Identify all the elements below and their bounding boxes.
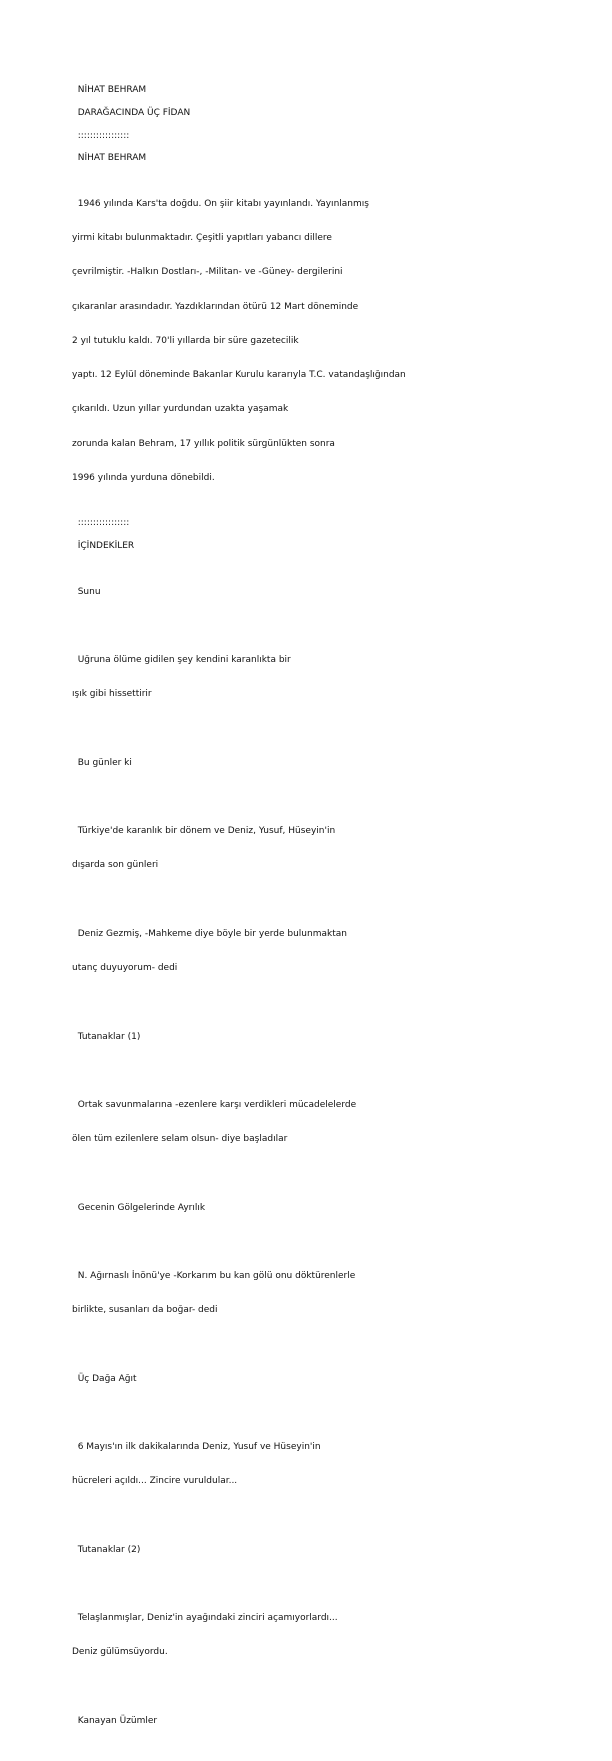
toc-entry: Üç Dağa Ağıt — [72, 1373, 137, 1384]
toc-entry: Kanayan Üzümler — [72, 1715, 158, 1726]
toc-heading: İÇİNDEKİLER — [77, 541, 135, 552]
table-of-contents — [72, 564, 572, 1750]
bio-heading: NİHAT BEHRAM — [77, 153, 147, 164]
author-bio — [72, 176, 572, 507]
bio-line: yaptı. 12 Eylül döneminde Bakanlar Kurulu kararıyla T.C. vatandaşlığından — [72, 370, 406, 381]
toc-entry: 6 Mayıs'ın ilk dakikalarında Deniz, Yusuf ve Hüseyin'in hücreleri açıldı... Zincire vuruldular... — [72, 1442, 321, 1487]
toc-entry: Telaşlanmışlar, Deniz'in ayağındaki zinciri açamıyorlardı... Deniz gülümsüyordu. — [72, 1613, 338, 1658]
bio-line: 2 yıl tutuklu kaldı. 70'li yıllarda bir süre gazetecilik — [72, 335, 299, 346]
author-name: NİHAT BEHRAM — [77, 85, 147, 95]
toc-entry: Bu günler ki — [72, 757, 132, 768]
bio-line: çevrilmiştir. -Halkın Dostları-, -Militan- ve -Güney- dergilerini — [72, 267, 343, 278]
toc-entry: Türkiye'de karanlık bir dönem ve Deniz, Yusuf, Hüseyin'in dışarda son günleri — [72, 826, 336, 871]
toc-entry: Gecenin Gölgelerinde Ayrılık — [72, 1202, 206, 1213]
toc-entry: Deniz Gezmiş, -Mahkeme diye böyle bir yerde bulunmaktan utanç duyuyorum- dedi — [72, 928, 347, 974]
bio-line: yirmi kitabı bulunmaktadır. Çeşitli yapıtları yabancı dillere — [72, 233, 332, 244]
toc-entry: N. Ağırnaslı İnönü'ye -Korkarım bu kan gölü onu döktürenlerle birlikte, susanları da boğar- dedi — [72, 1271, 356, 1316]
toc-entry: Tutanaklar (1) — [72, 1031, 141, 1042]
toc-entry: Sunu — [72, 586, 101, 597]
bio-line: 1946 yılında Kars'ta doğdu. On şiir kitabı yayınlandı. Yayınlanmış — [72, 199, 369, 209]
toc-entry: Uğruna ölüme gidilen şey kendini karanlıkta bir ışık gibi hissettirir — [72, 655, 291, 700]
separator: ::::::::::::::::: — [77, 130, 130, 141]
bio-line: çıkaranlar arasındadır. Yazdıklarından ötürü 12 Mart döneminde — [72, 301, 359, 312]
bio-line: çıkarıldı. Uzun yıllar yurdundan uzakta yaşamak — [72, 404, 289, 415]
separator: ::::::::::::::::: — [77, 518, 130, 529]
document-page — [72, 85, 572, 1761]
bio-line: zorunda kalan Behram, 17 yıllık politik sürgünlükten sonra — [72, 438, 335, 449]
book-title: DARAĞACINDA ÜÇ FİDAN — [77, 107, 191, 118]
toc-entry: Tutanaklar (2) — [72, 1544, 141, 1555]
bio-line: 1996 yılında yurduna dönebildi. — [72, 472, 215, 483]
toc-entry: Ortak savunmalarına -ezenlere karşı verdikleri mücadelelerde ölen tüm ezilenlere selam olsun- diye başladılar — [72, 1099, 357, 1145]
